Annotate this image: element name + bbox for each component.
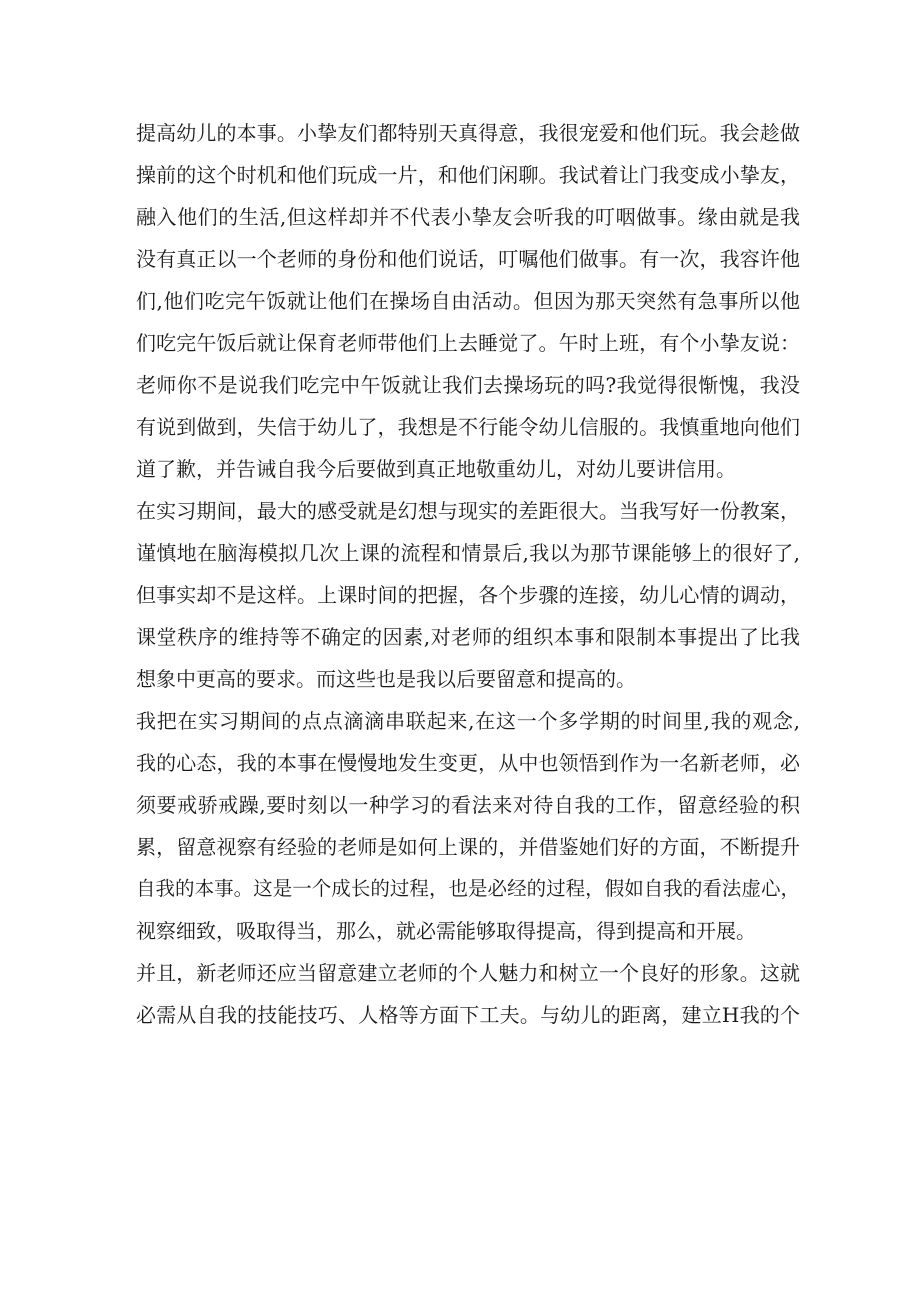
text-line: 累，留意视察有经验的老师是如何上课的，并借鉴她们好的方面，不断提升: [136, 835, 800, 859]
text-line: 我把在实习期间的点点滴滴串联起来,在这一个多学期的时间里,我的观念,: [136, 709, 800, 733]
text-line: 须要戒骄戒躁,要时刻以一种学习的看法来对待自我的工作，留意经验的积: [136, 793, 800, 817]
text-line: 有说到做到，失信于幼儿了，我想是不行能令幼儿信服的。我慎重地向他们: [136, 415, 800, 439]
text-line: 视察细致，吸取得当，那么，就必需能够取得提高，得到提高和开展。: [136, 919, 756, 943]
text-line: 提高幼儿的本事。小挚友们都特别天真得意，我很宠爱和他们玩。我会趁做: [136, 121, 800, 145]
text-line: 道了歉，并告诫自我今后要做到真正地敬重幼儿，对幼儿要讲信用。: [136, 457, 736, 481]
text-line: 必需从自我的技能技巧、人格等方面下工夫。与幼儿的距离，建立H我的个: [136, 1003, 800, 1027]
document-body: [136, 112, 800, 1036]
paragraph-3: [136, 700, 800, 952]
text-line: 但事实却不是这样。上课时间的把握，各个步骤的连接，幼儿心情的调动，: [136, 583, 800, 607]
text-line: 课堂秩序的维持等不确定的因素,对老师的组织本事和限制本事提出了比我: [136, 625, 800, 649]
text-line: 操前的这个时机和他们玩成一片，和他们闲聊。我试着让门我变成小挚友，: [136, 163, 800, 187]
text-line: 谨慎地在脑海模拟几次上课的流程和情景后,我以为那节课能够上的很好了,: [136, 541, 800, 565]
text-line: 没有真正以一个老师的身份和他们说话，叮嘱他们做事。有一次，我容许他: [136, 247, 800, 271]
paragraph-1: [136, 112, 800, 490]
text-line: 在实习期间，最大的感受就是幻想与现实的差距很大。当我写好一份教案，: [136, 499, 800, 523]
text-line: 我的心态，我的本事在慢慢地发生变更，从中也领悟到作为一名新老师，必: [136, 751, 800, 775]
paragraph-2: [136, 490, 800, 700]
text-line: 们吃完午饭后就让保育老师带他们上去睡觉了。午时上班，有个小挚友说：: [136, 331, 800, 355]
text-line: 自我的本事。这是一个成长的过程，也是必经的过程，假如自我的看法虚心，: [136, 877, 800, 900]
text-line: 融入他们的生活,但这样却并不代表小挚友会听我的叮咽做事。缘由就是我: [136, 205, 800, 229]
text-line: 们,他们吃完午饭就让他们在操场自由活动。但因为那天突然有急事所以他: [136, 289, 800, 313]
paragraph-4: [136, 952, 800, 1036]
text-line: 并且，新老师还应当留意建立老师的个人魅力和树立一个良好的形象。这就: [136, 961, 800, 985]
text-line: 老师你不是说我们吃完中午饭就让我们去操场玩的吗?我觉得很惭愧，我没: [136, 373, 800, 397]
text-line: 想象中更高的要求。而这些也是我以后要留意和提高的。: [136, 667, 636, 691]
